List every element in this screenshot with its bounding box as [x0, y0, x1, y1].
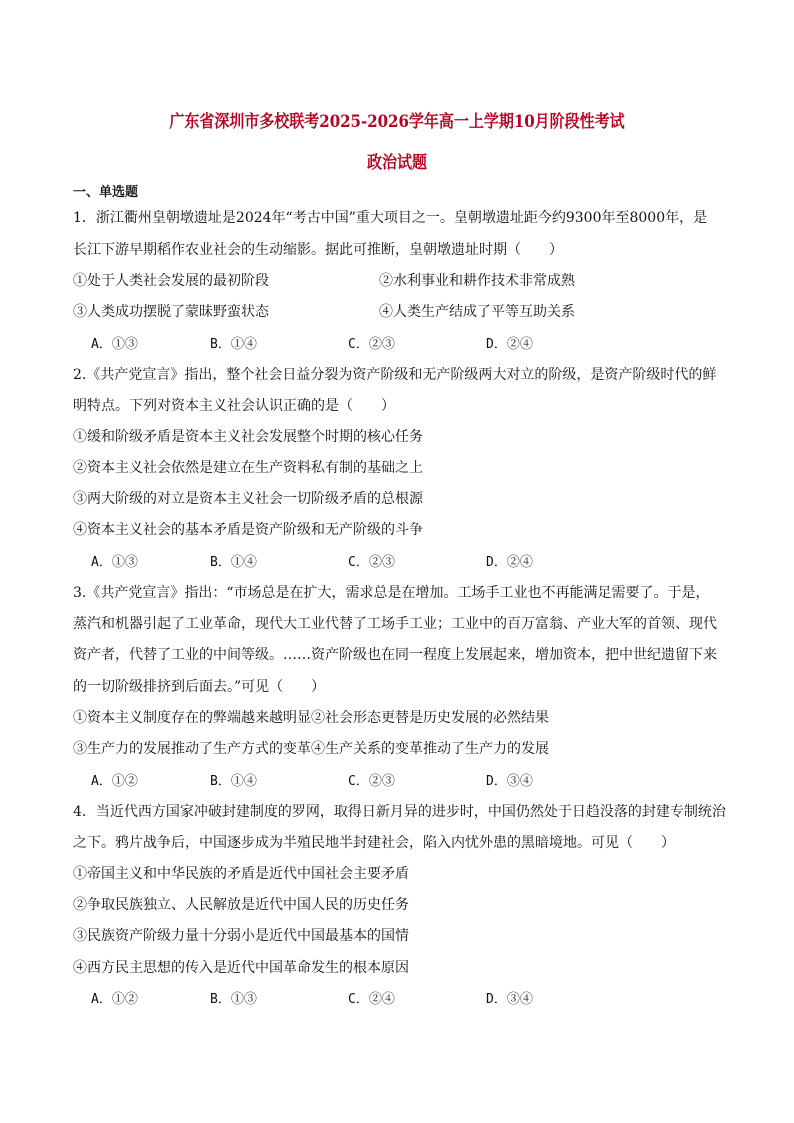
section-heading: 一、单选题	[73, 185, 139, 200]
q1-choice-a[interactable]: A．①③	[91, 337, 138, 352]
q4-choice-a[interactable]: A．①②	[91, 992, 138, 1007]
q4-statement-3: ③民族资产阶级力量十分弱小是近代中国最基本的国情	[73, 928, 409, 944]
q3-statements-1-2: ①资本主义制度存在的弊端越来越明显②社会形态更替是历史发展的必然结果	[73, 710, 549, 726]
q2-choice-d[interactable]: D．②④	[486, 555, 533, 570]
q4-choice-c[interactable]: C．②④	[348, 992, 395, 1007]
q2-choice-c[interactable]: C．②③	[348, 555, 395, 570]
q2-choice-a[interactable]: A．①③	[91, 555, 138, 570]
q1-statement-3: ③人类成功摆脱了蒙昧野蛮状态	[73, 304, 269, 320]
q3-stem-line4: 的一切阶级排挤到后面去。”可见（ ）	[73, 679, 326, 695]
q4-stem-line1: 4．当近代西方国家冲破封建制度的罗网，取得日新月异的进步时，中国仍然处于日趋没落的封建专制统治	[73, 804, 726, 820]
q3-stem-line3: 资产者，代替了工业的中间等级。……资产阶级也在同一程度上发展起来，增加资本，把中世纪遗留下来	[73, 647, 717, 663]
q1-choice-d[interactable]: D．②④	[486, 337, 533, 352]
q4-statement-4: ④西方民主思想的传入是近代中国革命发生的根本原因	[73, 960, 409, 976]
q2-stem-line1: 2.《共产党宣言》指出，整个社会日益分裂为资产阶级和无产阶级两大对立的阶级，是资产阶级时代的鲜	[73, 367, 717, 383]
q4-choice-b[interactable]: B．①③	[210, 992, 257, 1007]
q3-statements-3-4: ③生产力的发展推动了生产方式的变革④生产关系的变革推动了生产力的发展	[73, 741, 549, 757]
q1-stem-line1: 1．浙江衢州皇朝墩遗址是2024年“考古中国”重大项目之一。皇朝墩遗址距今约9300年至8000年，是	[73, 210, 708, 226]
q4-statement-1: ①帝国主义和中华民族的矛盾是近代中国社会主要矛盾	[73, 866, 409, 882]
q3-stem-line1: 3.《共产党宣言》指出：“市场总是在扩大，需求总是在增加。工场手工业也不再能满足需要了。于是，	[73, 585, 710, 601]
q3-choice-d[interactable]: D．③④	[486, 774, 533, 789]
q2-choice-b[interactable]: B．①④	[210, 555, 257, 570]
exam-subject-title: 政治试题	[367, 153, 427, 173]
q3-stem-line2: 蒸汽和机器引起了工业革命，现代大工业代替了工场手工业；工业中的百万富翁、产业大军的首领、现代	[73, 616, 717, 632]
q4-choice-d[interactable]: D．③④	[486, 992, 533, 1007]
q3-choice-b[interactable]: B．①④	[210, 774, 257, 789]
q2-statement-2: ②资本主义社会依然是建立在生产资料私有制的基础之上	[73, 460, 423, 476]
q1-statement-2: ②水利事业和耕作技术非常成熟	[379, 273, 575, 289]
q1-statement-1: ①处于人类社会发展的最初阶段	[73, 273, 269, 289]
q2-statement-3: ③两大阶级的对立是资本主义社会一切阶级矛盾的总根源	[73, 491, 423, 507]
q1-stem-line2: 长江下游早期稻作农业社会的生动缩影。据此可推断，皇朝墩遗址时期（ ）	[73, 242, 563, 258]
q3-choice-c[interactable]: C．②③	[348, 774, 395, 789]
q1-choice-c[interactable]: C．②③	[348, 337, 395, 352]
q4-stem-line2: 之下。鸦片战争后，中国逐步成为半殖民地半封建社会，陷入内忧外患的黑暗境地。可见（ ）	[73, 835, 675, 851]
q2-stem-line2: 明特点。下列对资本主义社会认识正确的是（ ）	[73, 398, 395, 414]
exam-title: 广东省深圳市多校联考2025-2026学年高一上学期10月阶段性考试	[169, 112, 625, 132]
q3-choice-a[interactable]: A．①②	[91, 774, 138, 789]
q2-statement-1: ①缓和阶级矛盾是资本主义社会发展整个时期的核心任务	[73, 429, 423, 445]
q2-statement-4: ④资本主义社会的基本矛盾是资产阶级和无产阶级的斗争	[73, 522, 423, 538]
q4-statement-2: ②争取民族独立、人民解放是近代中国人民的历史任务	[73, 897, 409, 913]
q1-choice-b[interactable]: B．①④	[210, 337, 257, 352]
q1-statement-4: ④人类生产结成了平等互助关系	[379, 304, 575, 320]
